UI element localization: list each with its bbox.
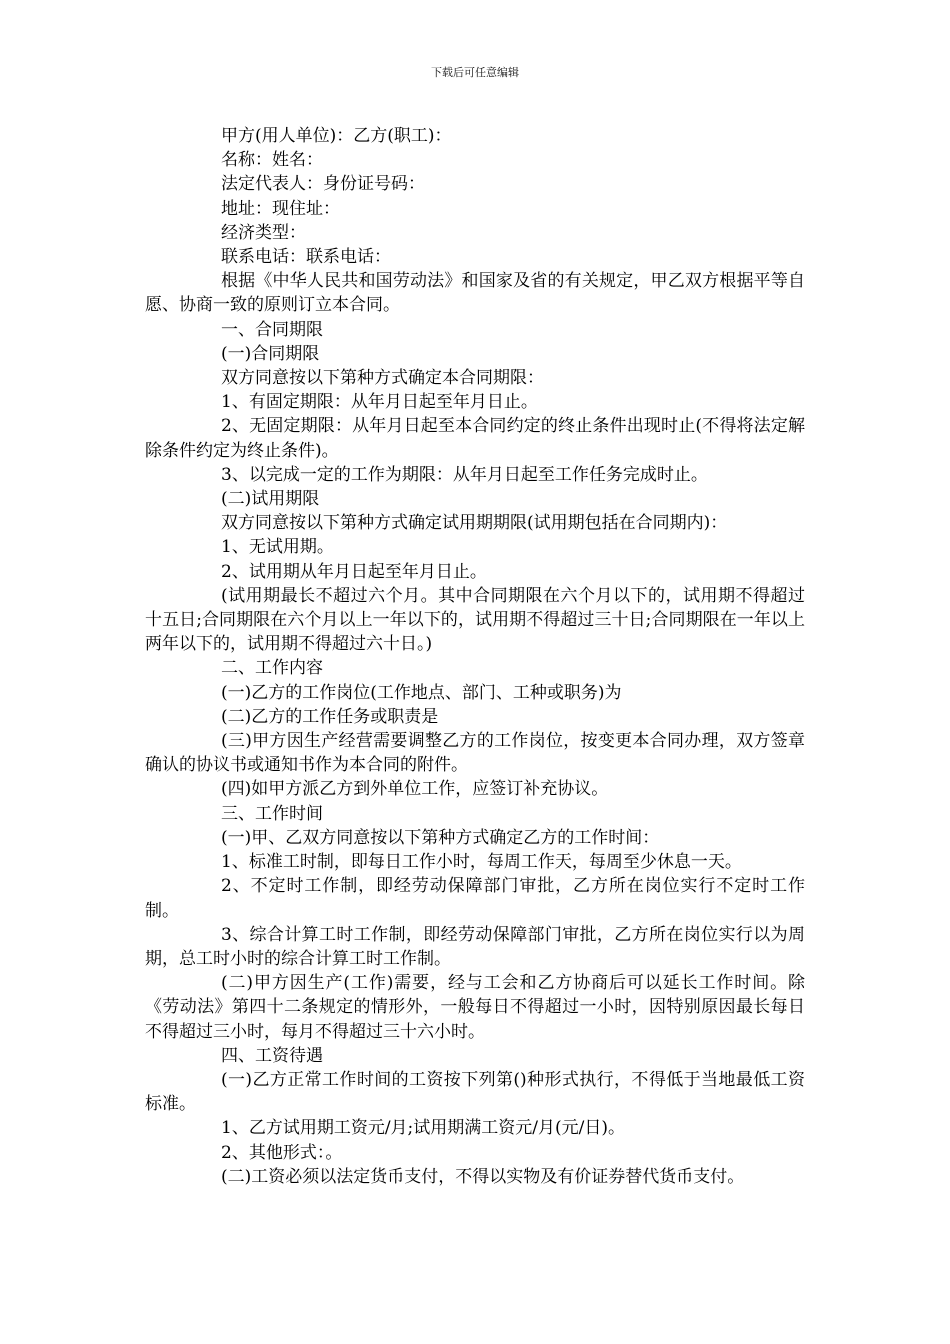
subsection-heading: (二)试用期限: [221, 489, 320, 510]
preamble-paragraph: 根据《中华人民共和国劳动法》和国家及省的有关规定，甲乙双方根据平等自愿、协商一致的原则订立本合同。: [145, 271, 805, 316]
subsection-heading: (一)合同期限: [221, 343, 320, 364]
section-heading: 一、合同期限: [221, 319, 323, 340]
clause-paragraph: (试用期最长不超过六个月。其中合同期限在六个月以下的，试用期不得超过十五日;合同期限在六个月以上一年以下的，试用期不得超过三十日;合同期限在一年以上两年以下的，试用期不得超过六十日。): [145, 585, 805, 655]
section-heading: 三、工作时间: [221, 803, 323, 824]
clause-paragraph: 双方同意按以下第种方式确定本合同期限：: [221, 368, 544, 389]
clause-paragraph: (二)甲方因生产(工作)需要，经与工会和乙方协商后可以延长工作时间。除《劳动法》第四十二条规定的情形外，一般每日不得超过一小时，因特别原因最长每日不得超过三小时，每月不得超过三十六小时。: [145, 973, 805, 1042]
clause-paragraph: 2、不定时工作制，即经劳动保障部门审批，乙方所在岗位实行不定时工作制。: [145, 876, 805, 921]
clause-paragraph: (一)甲、乙双方同意按以下第种方式确定乙方的工作时间：: [221, 827, 660, 848]
clause-paragraph: 双方同意按以下第种方式确定试用期期限(试用期包括在合同期内)：: [221, 513, 728, 534]
section-heading: 四、工资待遇: [221, 1045, 323, 1066]
address-line: 地址：现住址：: [221, 198, 340, 219]
representative-line: 法定代表人：身份证号码：: [221, 174, 425, 195]
clause-paragraph: 1、无试用期。: [221, 537, 334, 558]
clause-paragraph: (三)甲方因生产经营需要调整乙方的工作岗位，按变更本合同办理，双方签章确认的协议书或通知书作为本合同的附件。: [145, 731, 805, 776]
page-header: 下载后可任意编辑: [431, 66, 519, 79]
clause-paragraph: 3、以完成一定的工作为期限：从年月日起至工作任务完成时止。: [221, 464, 708, 485]
party-line: 甲方(用人单位)：乙方(职工)：: [221, 126, 452, 146]
document-body: [145, 124, 805, 1189]
name-line: 名称：姓名：: [221, 150, 323, 171]
clause-paragraph: 1、乙方试用期工资元/月;试用期满工资元/月(元/日)。: [221, 1118, 625, 1139]
clause-paragraph: 2、其他形式：。: [221, 1142, 343, 1163]
clause-paragraph: (一)乙方的工作岗位(工作地点、部门、工种或职务)为: [221, 682, 622, 703]
clause-paragraph: 3、综合计算工时工作制，即经劳动保障部门审批，乙方所在岗位实行以为周期，总工时小时的综合计算工时工作制。: [145, 924, 805, 969]
clause-paragraph: (四)如甲方派乙方到外单位工作，应签订补充协议。: [221, 779, 609, 800]
clause-paragraph: (一)乙方正常工作时间的工资按下列第()种形式执行，不得低于当地最低工资标准。: [145, 1069, 805, 1115]
clause-paragraph: 2、无固定期限：从年月日起至本合同约定的终止条件出现时止(不得将法定解除条件约定为终止条件)。: [145, 416, 805, 461]
section-heading: 二、工作内容: [221, 658, 323, 679]
economic-type-line: 经济类型：: [221, 222, 306, 243]
clause-paragraph: (二)乙方的工作任务或职责是: [221, 706, 439, 727]
clause-paragraph: 1、有固定期限：从年月日起至年月日止。: [221, 392, 538, 413]
clause-paragraph: (二)工资必须以法定货币支付，不得以实物及有价证券替代货币支付。: [221, 1166, 745, 1187]
phone-line: 联系电话：联系电话：: [221, 247, 391, 268]
clause-paragraph: 2、试用期从年月日起至年月日止。: [221, 561, 487, 582]
clause-paragraph: 1、标准工时制，即每日工作小时，每周工作天，每周至少休息一天。: [221, 852, 742, 873]
